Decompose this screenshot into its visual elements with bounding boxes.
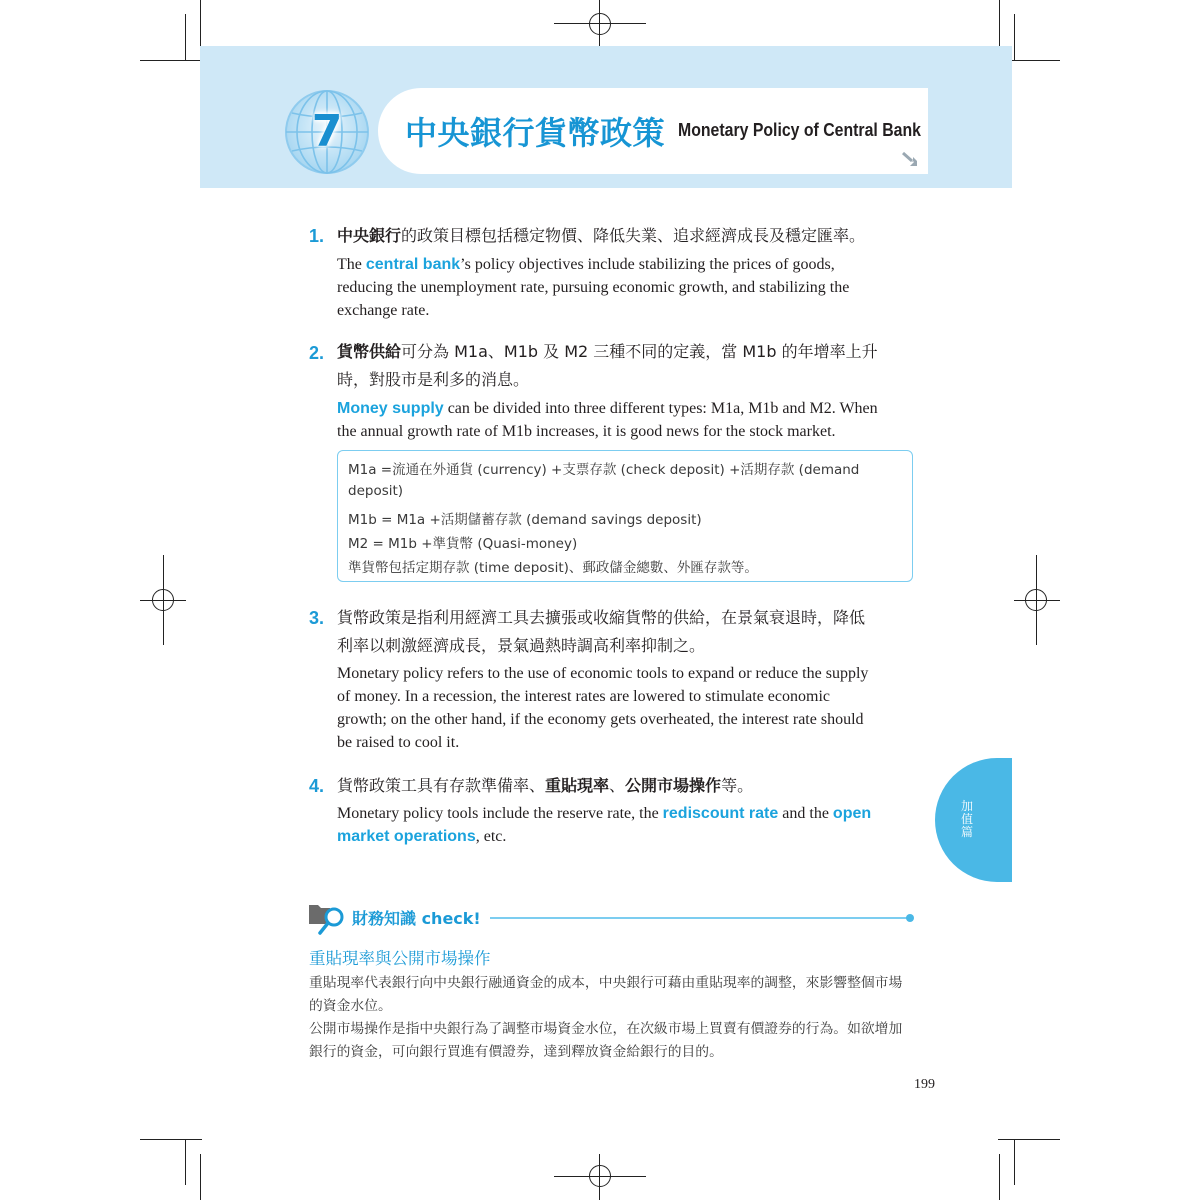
item-2-zh-text: 可分為 M1a、M1b 及 M2 三種不同的定義，當 M1b 的年增率上升: [401, 342, 878, 361]
item-1-en-line: exchange rate.: [337, 302, 430, 319]
item-2-zh-keyword: 貨幣供給: [337, 342, 402, 361]
check-paragraph-line: 公開市場操作是指中央銀行為了調整市場資金水位，在次級市場上買賣有價證券的行為。如欲增加: [309, 1021, 903, 1037]
item-4-zh: [337, 772, 753, 800]
item-3-en-line: of money. In a recession, the interest rates are lowered to stimulate economic: [337, 688, 830, 705]
item-number: 3.: [309, 608, 325, 628]
item-number: 2.: [309, 343, 325, 363]
side-tab-label: 加值篇: [960, 799, 973, 839]
check-heading: 財務知識 check!: [352, 909, 481, 928]
item-3-en-line: be raised to cool it.: [337, 734, 460, 751]
item-3-en-line: Monetary policy refers to the use of economic tools to expand or reduce the supply: [337, 665, 869, 682]
item-1-zh-keyword: 中央銀行: [337, 226, 402, 245]
formula-line: M2 = M1b +準貨幣 (Quasi-money): [348, 536, 578, 552]
formula-line: M1b = M1a +活期儲蓄存款 (demand savings deposit): [348, 512, 702, 528]
item-number: 4.: [309, 776, 325, 796]
item-2-en: [337, 397, 915, 443]
item-3-zh-text: 利率以刺激經濟成長，景氣過熱時調高利率抑制之。: [337, 636, 706, 655]
item-3-zh: [337, 604, 865, 660]
item-1-zh: [337, 222, 865, 250]
keyword-open: open: [832, 805, 872, 822]
item-1-en: [337, 253, 915, 322]
item-2-zh-text: 時，對股市是利多的消息。: [337, 370, 530, 389]
item-2-en-line: the annual growth rate of M1b increases, it is good news for the stock market.: [337, 423, 836, 440]
formula-line: 準貨幣包括定期存款 (time deposit)、郵政儲金總數、外匯存款等。: [348, 560, 758, 576]
check-paragraph-line: 的資金水位。: [309, 998, 392, 1014]
item-2-en-line: can be divided into three different types: M1a, M1b and M2. When: [443, 400, 878, 417]
item-4-zh-keyword: 重貼現率: [545, 776, 610, 795]
chapter-number: 7: [311, 106, 343, 157]
formula-line: M1a =流通在外通貨 (currency) +支票存款 (check deposit) +活期存款 (demand: [348, 462, 860, 478]
check-paragraph-line: 銀行的資金，可向銀行買進有價證券，達到釋放資金給銀行的目的。: [309, 1044, 723, 1060]
check-paragraph-line: 重貼現率代表銀行向中央銀行融通資金的成本，中央銀行可藉由重貼現率的調整，來影響整個市場: [309, 975, 903, 991]
page-number: 199: [914, 1077, 935, 1092]
divider-dot: [906, 914, 914, 922]
formula-line: deposit): [348, 483, 404, 499]
divider: [490, 917, 908, 919]
keyword-market-operations: market operations: [337, 828, 476, 845]
item-3-en-line: growth; on the other hand, if the economy gets overheated, the interest rate should: [337, 711, 864, 728]
item-1-en-line: ’s policy objectives include stabilizing the prices of goods,: [460, 256, 835, 273]
item-4-zh-text: 等。: [721, 776, 754, 795]
item-4-en-text: Monetary policy tools include the reserve rate, the: [337, 805, 663, 822]
item-4-en-text: , etc.: [475, 828, 507, 845]
check-subtitle: 重貼現率與公開市場操作: [309, 949, 491, 968]
item-3-en: [337, 662, 915, 754]
item-4-zh-text: 、: [609, 776, 626, 795]
chapter-title-en: Monetary Policy of Central Bank: [678, 120, 921, 140]
item-4-en-text: and the: [778, 805, 833, 822]
item-1-en-pre: The: [337, 256, 366, 273]
magnifier-folder-icon: [308, 902, 348, 936]
item-1-zh-text: 的政策目標包括穩定物價、降低失業、追求經濟成長及穩定匯率。: [401, 226, 866, 245]
item-1-en-line: reducing the unemployment rate, pursuing economic growth, and stabilizing the: [337, 279, 850, 296]
item-number: 1.: [309, 226, 325, 246]
item-3-zh-text: 貨幣政策是指利用經濟工具去擴張或收縮貨幣的供給，在景氣衰退時，降低: [337, 608, 866, 627]
keyword-money-supply: Money supply: [337, 400, 444, 417]
chapter-title-zh: 中央銀行貨幣政策: [405, 114, 666, 152]
keyword-central-bank: central bank: [365, 256, 461, 273]
item-2-zh: [337, 338, 878, 394]
keyword-rediscount-rate: rediscount rate: [662, 805, 779, 822]
item-4-zh-keyword: 公開市場操作: [625, 776, 722, 795]
item-4-en: [337, 802, 915, 848]
item-4-zh-text: 貨幣政策工具有存款準備率、: [337, 776, 546, 795]
arrow-down-right-icon: [900, 148, 922, 170]
